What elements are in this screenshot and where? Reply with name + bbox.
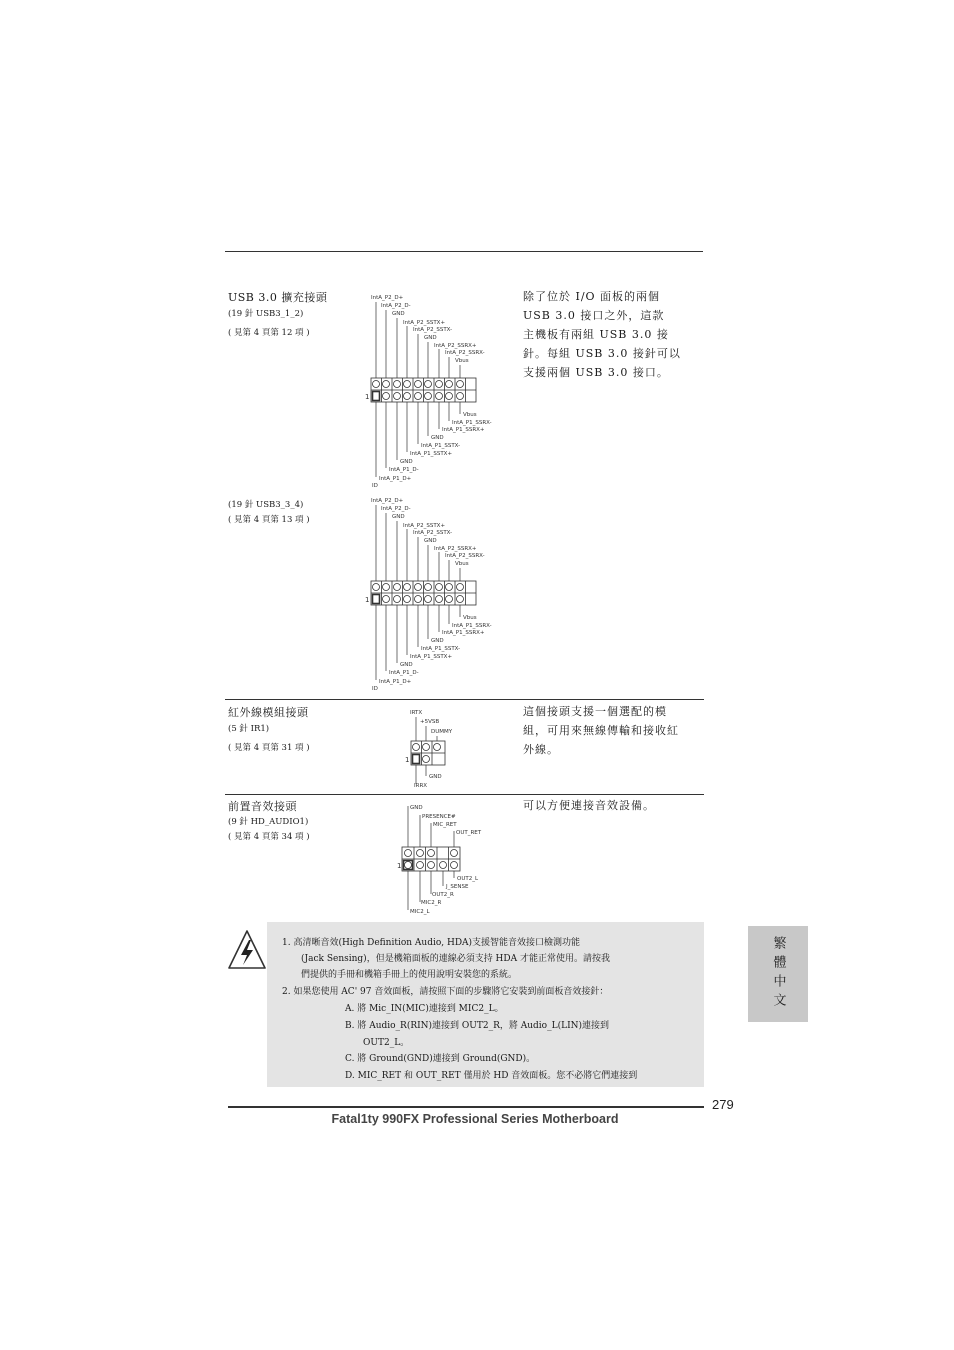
usb-desc-line: 除了位於 I/O 面板的兩個 <box>523 290 661 303</box>
pin-label: IntA_P2_D+ <box>371 498 404 504</box>
note-line: 們提供的手冊和機箱手冊上的使用說明安裝您的系統。 <box>301 970 518 980</box>
pin-label: IntA_P2_SSTX- <box>413 530 453 536</box>
audio-header-title: 前置音效接頭 <box>228 800 297 813</box>
pin-label: IntA_P2_SSTX+ <box>403 320 446 326</box>
page-number: 279 <box>712 1097 734 1112</box>
pin-label: Vbus <box>455 358 469 364</box>
pin-label: IntA_P1_SSRX- <box>452 623 492 629</box>
note-line: A. 將 Mic_IN(MIC)連接到 MIC2_L。 <box>345 1004 504 1014</box>
ir-header-title: 紅外線模組接頭 <box>228 706 309 719</box>
section-divider <box>225 794 704 795</box>
pin-label: GND <box>400 459 413 465</box>
pin-label: IntA_P1_D+ <box>379 476 412 482</box>
pin-label: IntA_P1_SSTX- <box>421 646 461 652</box>
usb-desc-line: USB 3.0 接口之外，這款 <box>523 309 665 322</box>
pin-label: GND <box>392 311 405 317</box>
ir-desc-line: 組，可用來無線傳輸和接收紅 <box>523 724 679 737</box>
note-line: 1. 高清晰音效(High Definition Audio, HDA)支援智能音效接口檢測功能 <box>282 938 581 948</box>
pin-label: GND <box>431 638 444 644</box>
pin-label: IntA_P2_SSRX- <box>445 553 485 559</box>
pin-label: IntA_P2_SSRX+ <box>434 546 477 552</box>
pin-label: IntA_P1_SSRX+ <box>442 630 485 636</box>
pin-one-marker: 1 <box>365 596 370 604</box>
pin-label: MIC2_L <box>410 909 430 915</box>
pin-label: GND <box>431 435 444 441</box>
footer-title: Fatal1ty 990FX Professional Series Motherboard <box>331 1112 619 1126</box>
usb-header-title: USB 3.0 擴充接頭 <box>228 291 328 304</box>
pin-label: IntA_P2_D- <box>381 303 411 309</box>
pin-label: IntA_P1_SSTX+ <box>410 654 453 660</box>
audio-desc-line: 可以方便連接音效設備。 <box>523 799 655 812</box>
language-tab-label: 繁體中文 <box>770 936 786 1012</box>
pin-label: MIC2_R <box>421 900 442 906</box>
ir-desc-line: 外線。 <box>523 743 559 756</box>
pin-label: PRESENCE# <box>422 814 456 820</box>
language-side-tab <box>748 926 808 1022</box>
usb-variant2-pins: (19 針 USB3_3_4) <box>228 500 304 510</box>
pin-one-marker: 1 <box>365 393 370 401</box>
pin-label: GND <box>392 514 405 520</box>
pin-label: IntA_P2_SSRX- <box>445 350 485 356</box>
pin-label: +5VSB <box>420 719 440 725</box>
audio-ref: ( 見第 4 頁第 34 項 ) <box>228 832 310 842</box>
pin-label: IntA_P1_D+ <box>379 679 412 685</box>
ir-description <box>523 702 679 759</box>
ir-ref: ( 見第 4 頁第 31 項 ) <box>228 743 310 753</box>
pin-label: OUT_RET <box>456 830 482 836</box>
pin-label: GND <box>424 538 437 544</box>
pin-label: IntA_P1_SSTX+ <box>410 451 453 457</box>
usb3-1-2-pinout-diagram <box>360 290 510 490</box>
pin-label: GND <box>429 774 442 780</box>
pin-label: IntA_P1_D- <box>389 467 419 473</box>
pin-label: OUT2_R <box>432 892 454 898</box>
footer-rule <box>228 1106 704 1108</box>
usb-desc-line: 針。每組 USB 3.0 接針可以 <box>523 347 681 360</box>
notes-panel <box>267 922 704 1087</box>
ir-desc-line: 這個接頭支援一個選配的模 <box>523 705 667 718</box>
pin-label: IntA_P2_SSTX- <box>413 327 453 333</box>
note-line: C. 將 Ground(GND)連接到 Ground(GND)。 <box>345 1054 536 1064</box>
ir-pinout-diagram <box>400 706 490 790</box>
usb-desc-line: 支援兩個 USB 3.0 接口。 <box>523 366 669 379</box>
usb-description <box>523 287 681 382</box>
note-line: B. 將 Audio_R(RIN)連接到 OUT2_R，將 Audio_L(LIN)連接到 <box>345 1021 610 1031</box>
note-line: (Jack Sensing)，但是機箱面板的連線必須支持 HDA 才能正常使用。請按我 <box>301 954 610 964</box>
audio-pins: (9 針 HD_AUDIO1) <box>228 817 309 827</box>
pin-label: IntA_P1_D- <box>389 670 419 676</box>
pin-label: IntA_P1_SSTX- <box>421 443 461 449</box>
usb-variant1-ref: ( 見第 4 頁第 12 項 ) <box>228 328 310 338</box>
pin-one-marker: 1 <box>397 862 402 870</box>
usb3-3-4-pinout-diagram <box>360 493 510 693</box>
pin-label: GND <box>424 335 437 341</box>
pin-label: GND <box>400 662 413 668</box>
pin-label: DUMMY <box>431 729 453 735</box>
pin-label: ID <box>372 483 378 489</box>
caution-lightning-icon <box>226 928 268 972</box>
pin-label: Vbus <box>463 615 477 621</box>
pin-label: ID <box>372 686 378 692</box>
pin-label: IntA_P2_SSTX+ <box>403 523 446 529</box>
section-divider <box>225 699 704 700</box>
usb-variant2-ref: ( 見第 4 頁第 13 項 ) <box>228 515 310 525</box>
pin-label: IRTX <box>410 710 423 716</box>
usb-variant1-pins: (19 針 USB3_1_2) <box>228 309 304 319</box>
hd-audio-pinout-diagram <box>396 800 496 918</box>
pin-label: Vbus <box>463 412 477 418</box>
pin-label: IntA_P1_SSRX+ <box>442 427 485 433</box>
pin-one-marker: 1 <box>405 756 410 764</box>
note-line: D. MIC_RET 和 OUT_RET 僅用於 HD 音效面板。您不必將它們連接到 <box>345 1071 638 1081</box>
ir-pins: (5 針 IR1) <box>228 724 270 734</box>
pin-label: GND <box>410 805 423 811</box>
pin-label: J_SENSE <box>446 884 469 890</box>
pin-label: IRRX <box>414 783 428 789</box>
pin-label: OUT2_L <box>457 876 479 882</box>
pin-label: IntA_P2_SSRX+ <box>434 343 477 349</box>
pin-label: IntA_P2_D- <box>381 506 411 512</box>
pin-label: Vbus <box>455 561 469 567</box>
note-line: 2. 如果您使用 AC' 97 音效面板，請按照下面的步驟將它安裝到前面板音效接針： <box>282 987 609 997</box>
top-rule <box>225 251 703 252</box>
note-line: OUT2_L。 <box>363 1038 410 1048</box>
audio-description <box>523 796 655 815</box>
pin-label: IntA_P1_SSRX- <box>452 420 492 426</box>
pin-label: IntA_P2_D+ <box>371 295 404 301</box>
pin-label: MIC_RET <box>433 822 457 828</box>
usb-desc-line: 主機板有兩組 USB 3.0 接 <box>523 328 669 341</box>
